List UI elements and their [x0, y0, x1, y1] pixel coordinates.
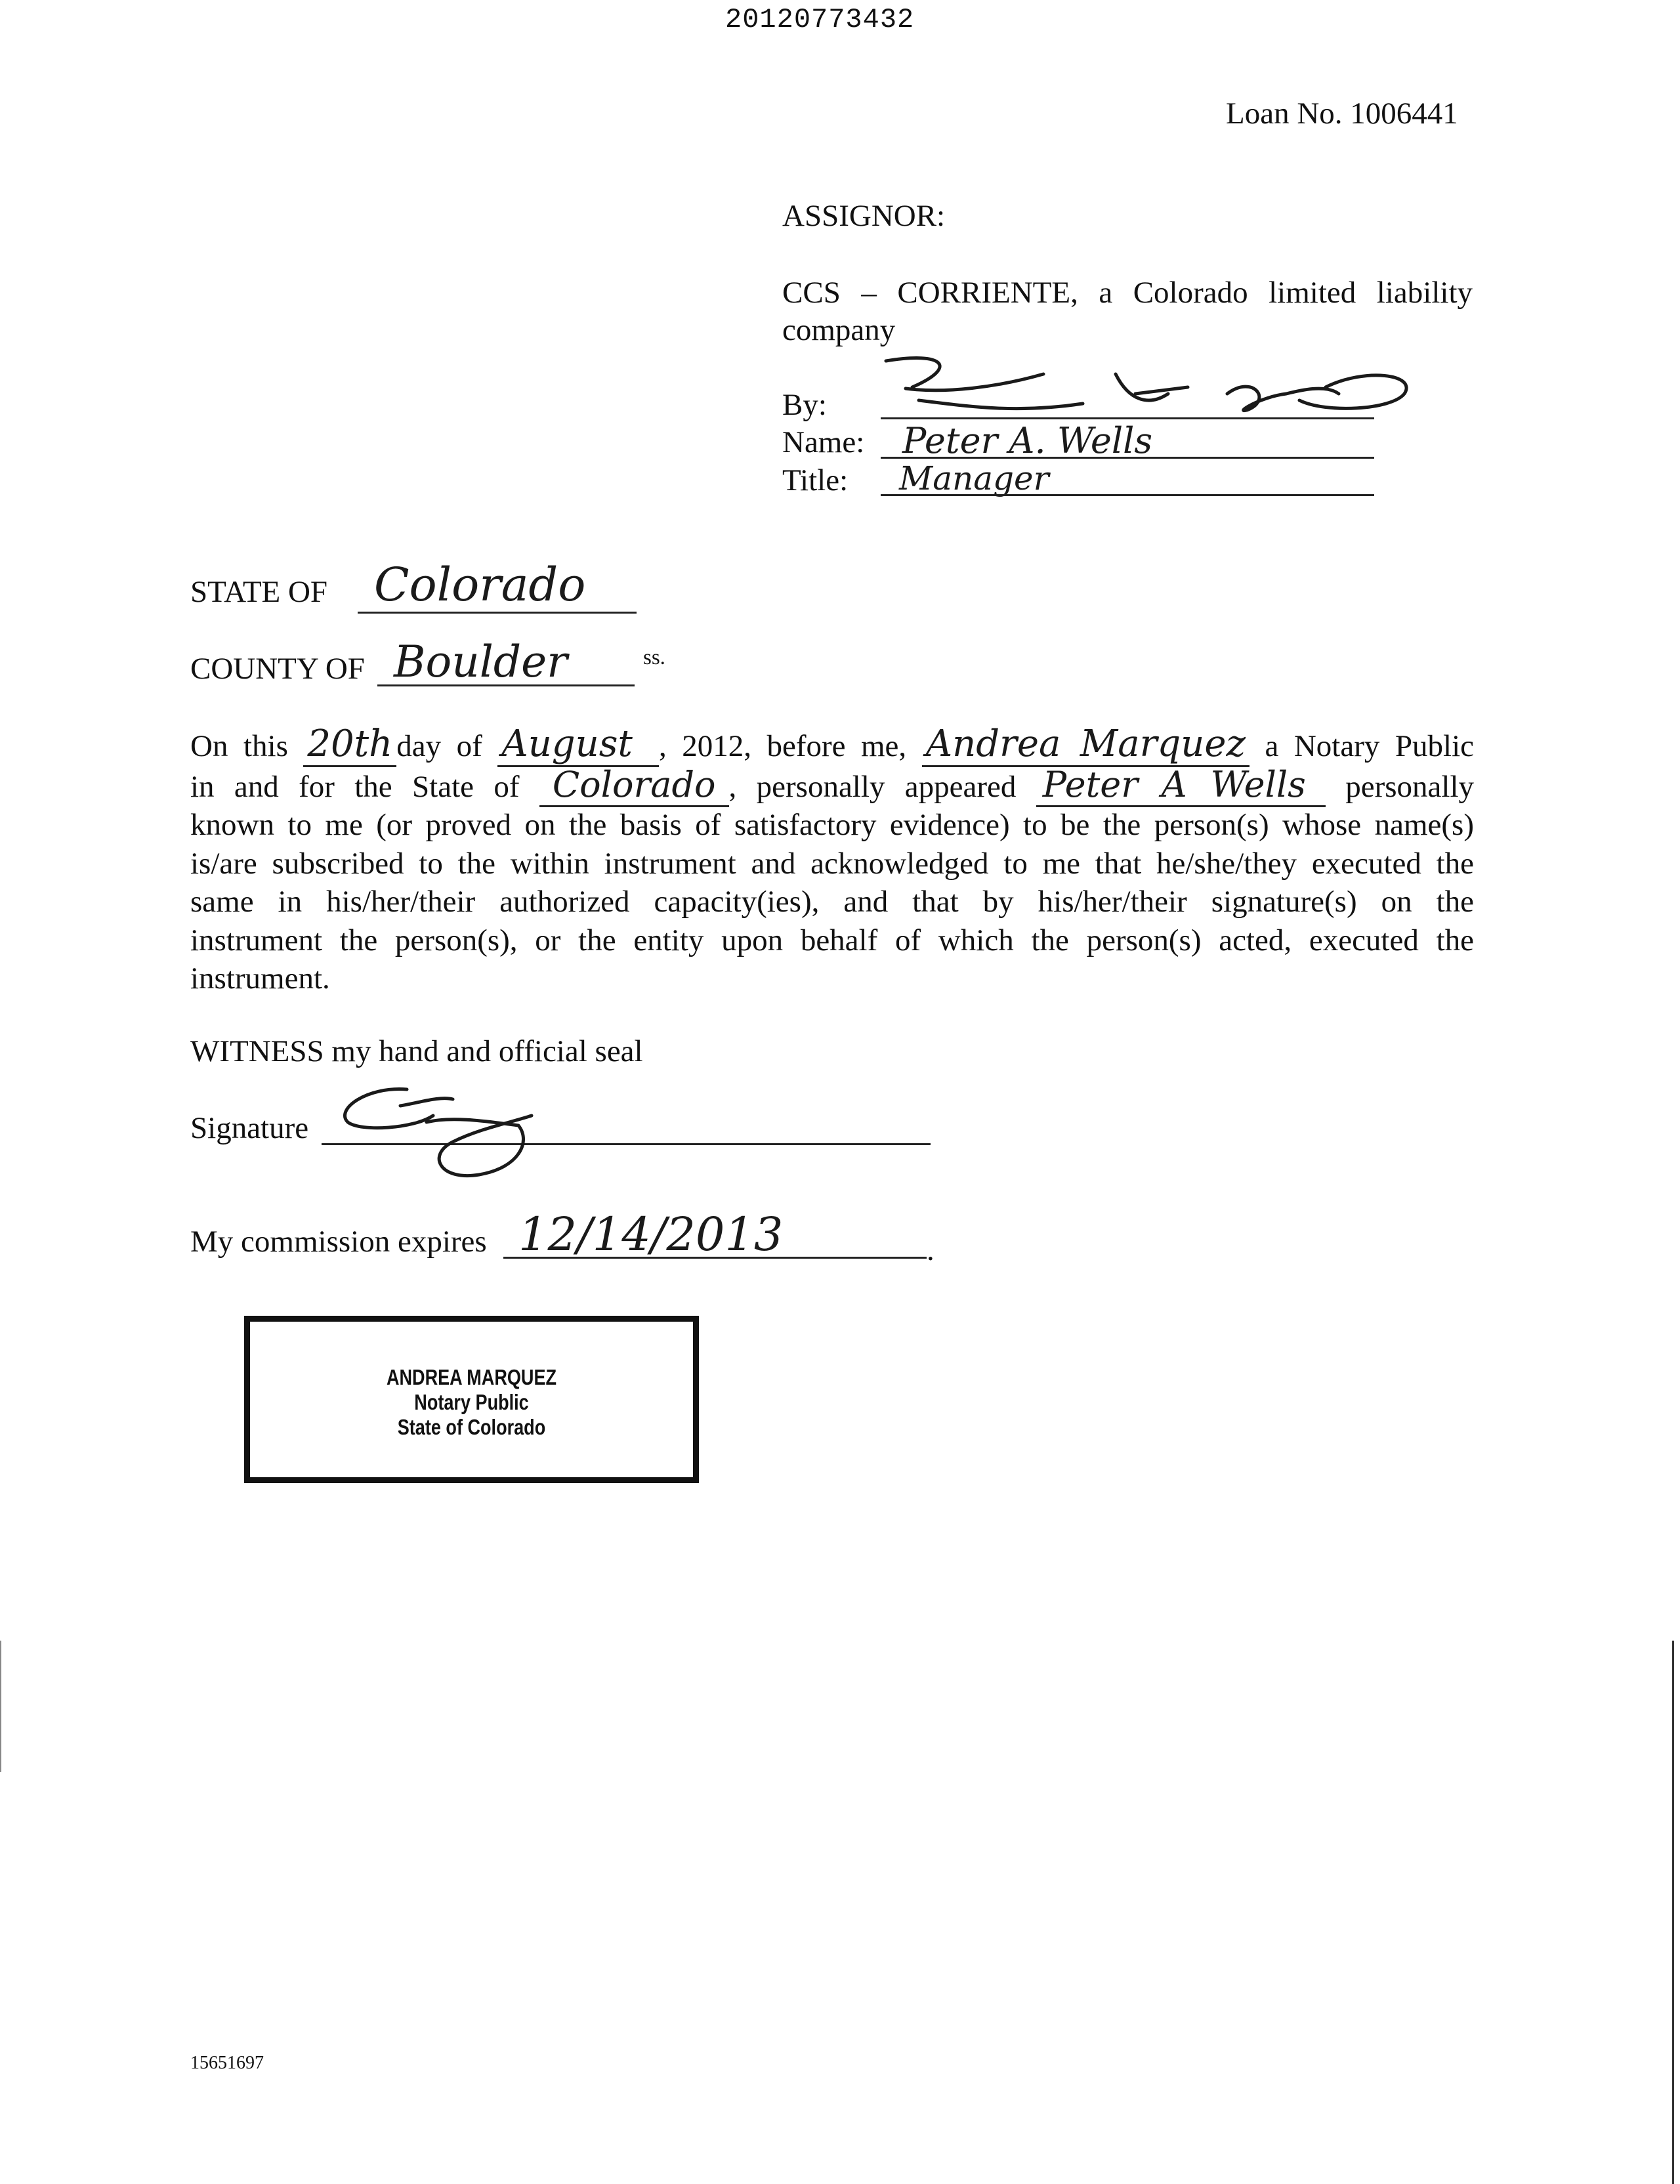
ack-text: a Notary Public: [1265, 729, 1474, 763]
loan-number: Loan No. 1006441: [1226, 96, 1458, 131]
footer-reference: 15651697: [190, 2053, 264, 2073]
county-label: COUNTY OF: [190, 652, 365, 686]
witness-text: WITNESS my hand and official seal: [190, 1034, 643, 1068]
ack-state-value: Colorado: [539, 764, 729, 807]
name-label: Name:: [782, 425, 865, 459]
commission-line: [503, 1257, 927, 1259]
ss-mark: ss.: [643, 646, 665, 669]
document-number: 20120773432: [725, 4, 915, 35]
notary-name-value: Andrea Marquez: [922, 723, 1250, 767]
ack-line-2: [190, 763, 1474, 807]
name-value: Peter A. Wells: [902, 420, 1153, 461]
ack-line-6: instrument the person(s), or the entity upon behalf of which the person(s) acted, executed the: [190, 923, 1474, 957]
ack-text: personally: [1345, 769, 1474, 804]
notary-stamp: [244, 1316, 699, 1483]
ack-text: On this: [190, 729, 288, 763]
ack-line-5: same in his/her/their authorized capacity(ies), and that by his/her/their signature(s) on the: [190, 885, 1474, 919]
name-line: [881, 457, 1374, 459]
day-value: 20th: [303, 723, 396, 767]
county-value: Boulder: [394, 637, 568, 687]
acknowledgment-paragraph: [190, 725, 1474, 998]
ack-line-4: is/are subscribed to the within instrument and acknowledged to me that he/she/they executed the: [190, 846, 1474, 881]
stamp-state: State of Colorado: [397, 1415, 546, 1439]
assignor-company-line1: CCS – CORRIENTE, a Colorado limited liability: [782, 276, 1473, 310]
month-value: August: [497, 723, 659, 767]
scan-edge-left: [0, 1641, 1, 1772]
by-label: By:: [782, 388, 827, 422]
commission-label: My commission expires: [190, 1225, 487, 1259]
ack-text: in and for the State of: [190, 769, 520, 804]
notary-signature: [322, 1076, 545, 1181]
assignor-signature: [866, 348, 1431, 423]
stamp-name: ANDREA MARQUEZ: [386, 1365, 557, 1389]
ack-text: day of: [396, 729, 482, 763]
appeared-person-value: Peter A Wells: [1036, 764, 1326, 807]
assignor-heading: ASSIGNOR:: [782, 199, 946, 233]
scan-edge-right: [1672, 1641, 1674, 2184]
state-line: [358, 612, 637, 614]
ack-line-3: known to me (or proved on the basis of satisfactory evidence) to be the person(s) whose name(s): [190, 808, 1474, 842]
county-line: [377, 684, 635, 686]
state-label: STATE OF: [190, 575, 328, 609]
signature-label: Signature: [190, 1111, 309, 1145]
ack-text: , 2012, before me,: [658, 729, 907, 763]
commission-period: .: [927, 1233, 934, 1267]
ack-line-7: instrument.: [190, 961, 330, 996]
title-value: Manager: [899, 459, 1049, 497]
commission-date-value: 12/14/2013: [518, 1208, 784, 1261]
ack-line-1: [190, 725, 1474, 766]
assignor-company-line2: company: [782, 313, 896, 347]
ack-text: , personally appeared: [728, 769, 1017, 804]
stamp-title: Notary Public: [414, 1390, 529, 1414]
title-label: Title:: [782, 463, 849, 497]
state-value: Colorado: [374, 558, 586, 612]
title-line: [881, 494, 1374, 496]
